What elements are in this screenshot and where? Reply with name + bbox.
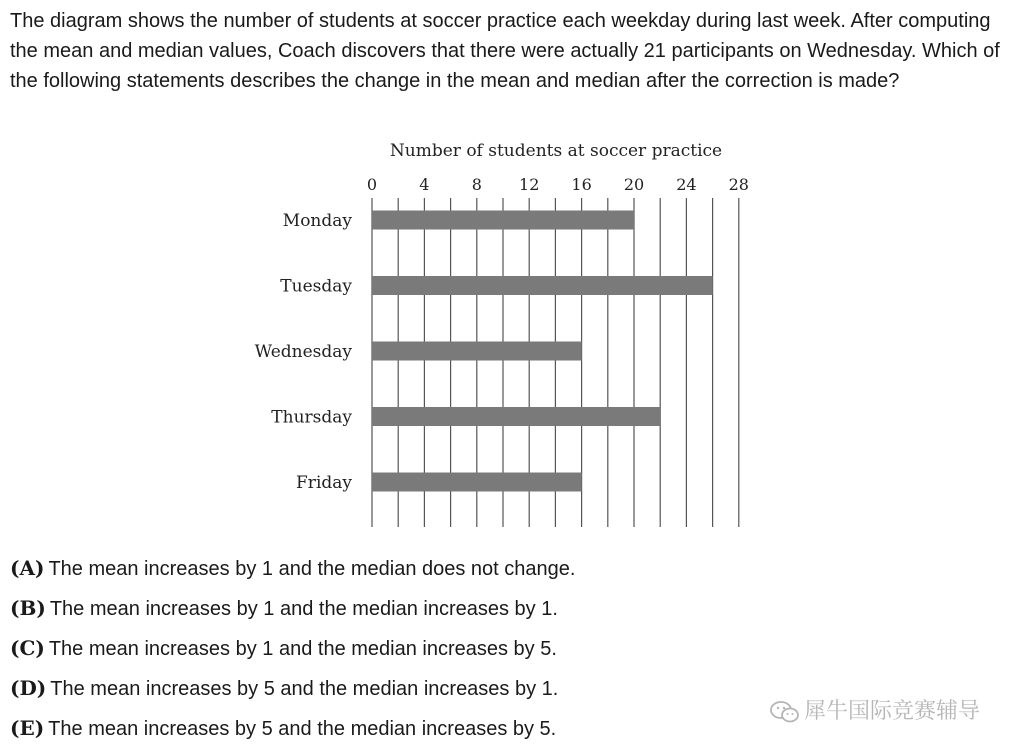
x-tick-label: 12 [519, 175, 540, 194]
chart-title: Number of students at soccer practice [389, 141, 723, 161]
bar [372, 473, 582, 492]
choice-e[interactable] [10, 708, 575, 748]
category-label: Friday [296, 473, 352, 493]
category-label: Wednesday [254, 342, 352, 362]
choice-text: The mean increases by 1 and the median increases by 5. [48, 638, 557, 660]
x-tick-label: 20 [623, 175, 645, 194]
choice-d[interactable] [10, 668, 575, 708]
bar [372, 211, 634, 230]
choice-letter: (B) [10, 596, 46, 620]
choice-letter: (C) [10, 636, 45, 660]
x-tick-label: 16 [571, 175, 592, 194]
answer-choices [10, 548, 575, 748]
choice-b[interactable] [10, 588, 575, 628]
bar [372, 342, 582, 361]
choice-text: The mean increases by 1 and the median does not change. [48, 558, 576, 580]
category-label: Monday [282, 211, 352, 231]
category-label: Thursday [271, 407, 352, 428]
x-tick-label: 8 [471, 175, 482, 194]
category-labels [255, 211, 353, 493]
category-label: Tuesday [280, 276, 352, 297]
bar [372, 276, 713, 295]
choice-c[interactable] [10, 628, 575, 668]
x-tick-labels [367, 175, 749, 194]
choice-letter: (A) [10, 556, 45, 580]
x-tick-label: 24 [676, 175, 697, 194]
watermark [770, 694, 980, 725]
choice-letter: (D) [10, 676, 47, 700]
bar [372, 407, 660, 426]
choice-letter: (E) [10, 716, 45, 740]
watermark-text: 犀牛国际竞赛辅导 [803, 698, 980, 723]
choice-text: The mean increases by 5 and the median increases by 1. [50, 678, 559, 700]
question-text: The diagram shows the number of students at soccer practice each weekday during last week. After computing the mean and median values, Coach discovers that there were actually 21 participants on Wednesday. Which of the following statements describes the change in the mean and median after the correction is made? [10, 10, 1000, 92]
bars [372, 211, 713, 492]
choice-a[interactable] [10, 548, 575, 588]
x-tick-label: 0 [366, 175, 378, 194]
choice-text: The mean increases by 5 and the median increases by 5. [48, 718, 557, 740]
bar-chart [0, 130, 800, 530]
x-tick-label: 28 [728, 175, 749, 194]
choice-text: The mean increases by 1 and the median increases by 1. [49, 598, 558, 620]
x-tick-label: 4 [419, 175, 430, 194]
wechat-icon [770, 701, 800, 723]
